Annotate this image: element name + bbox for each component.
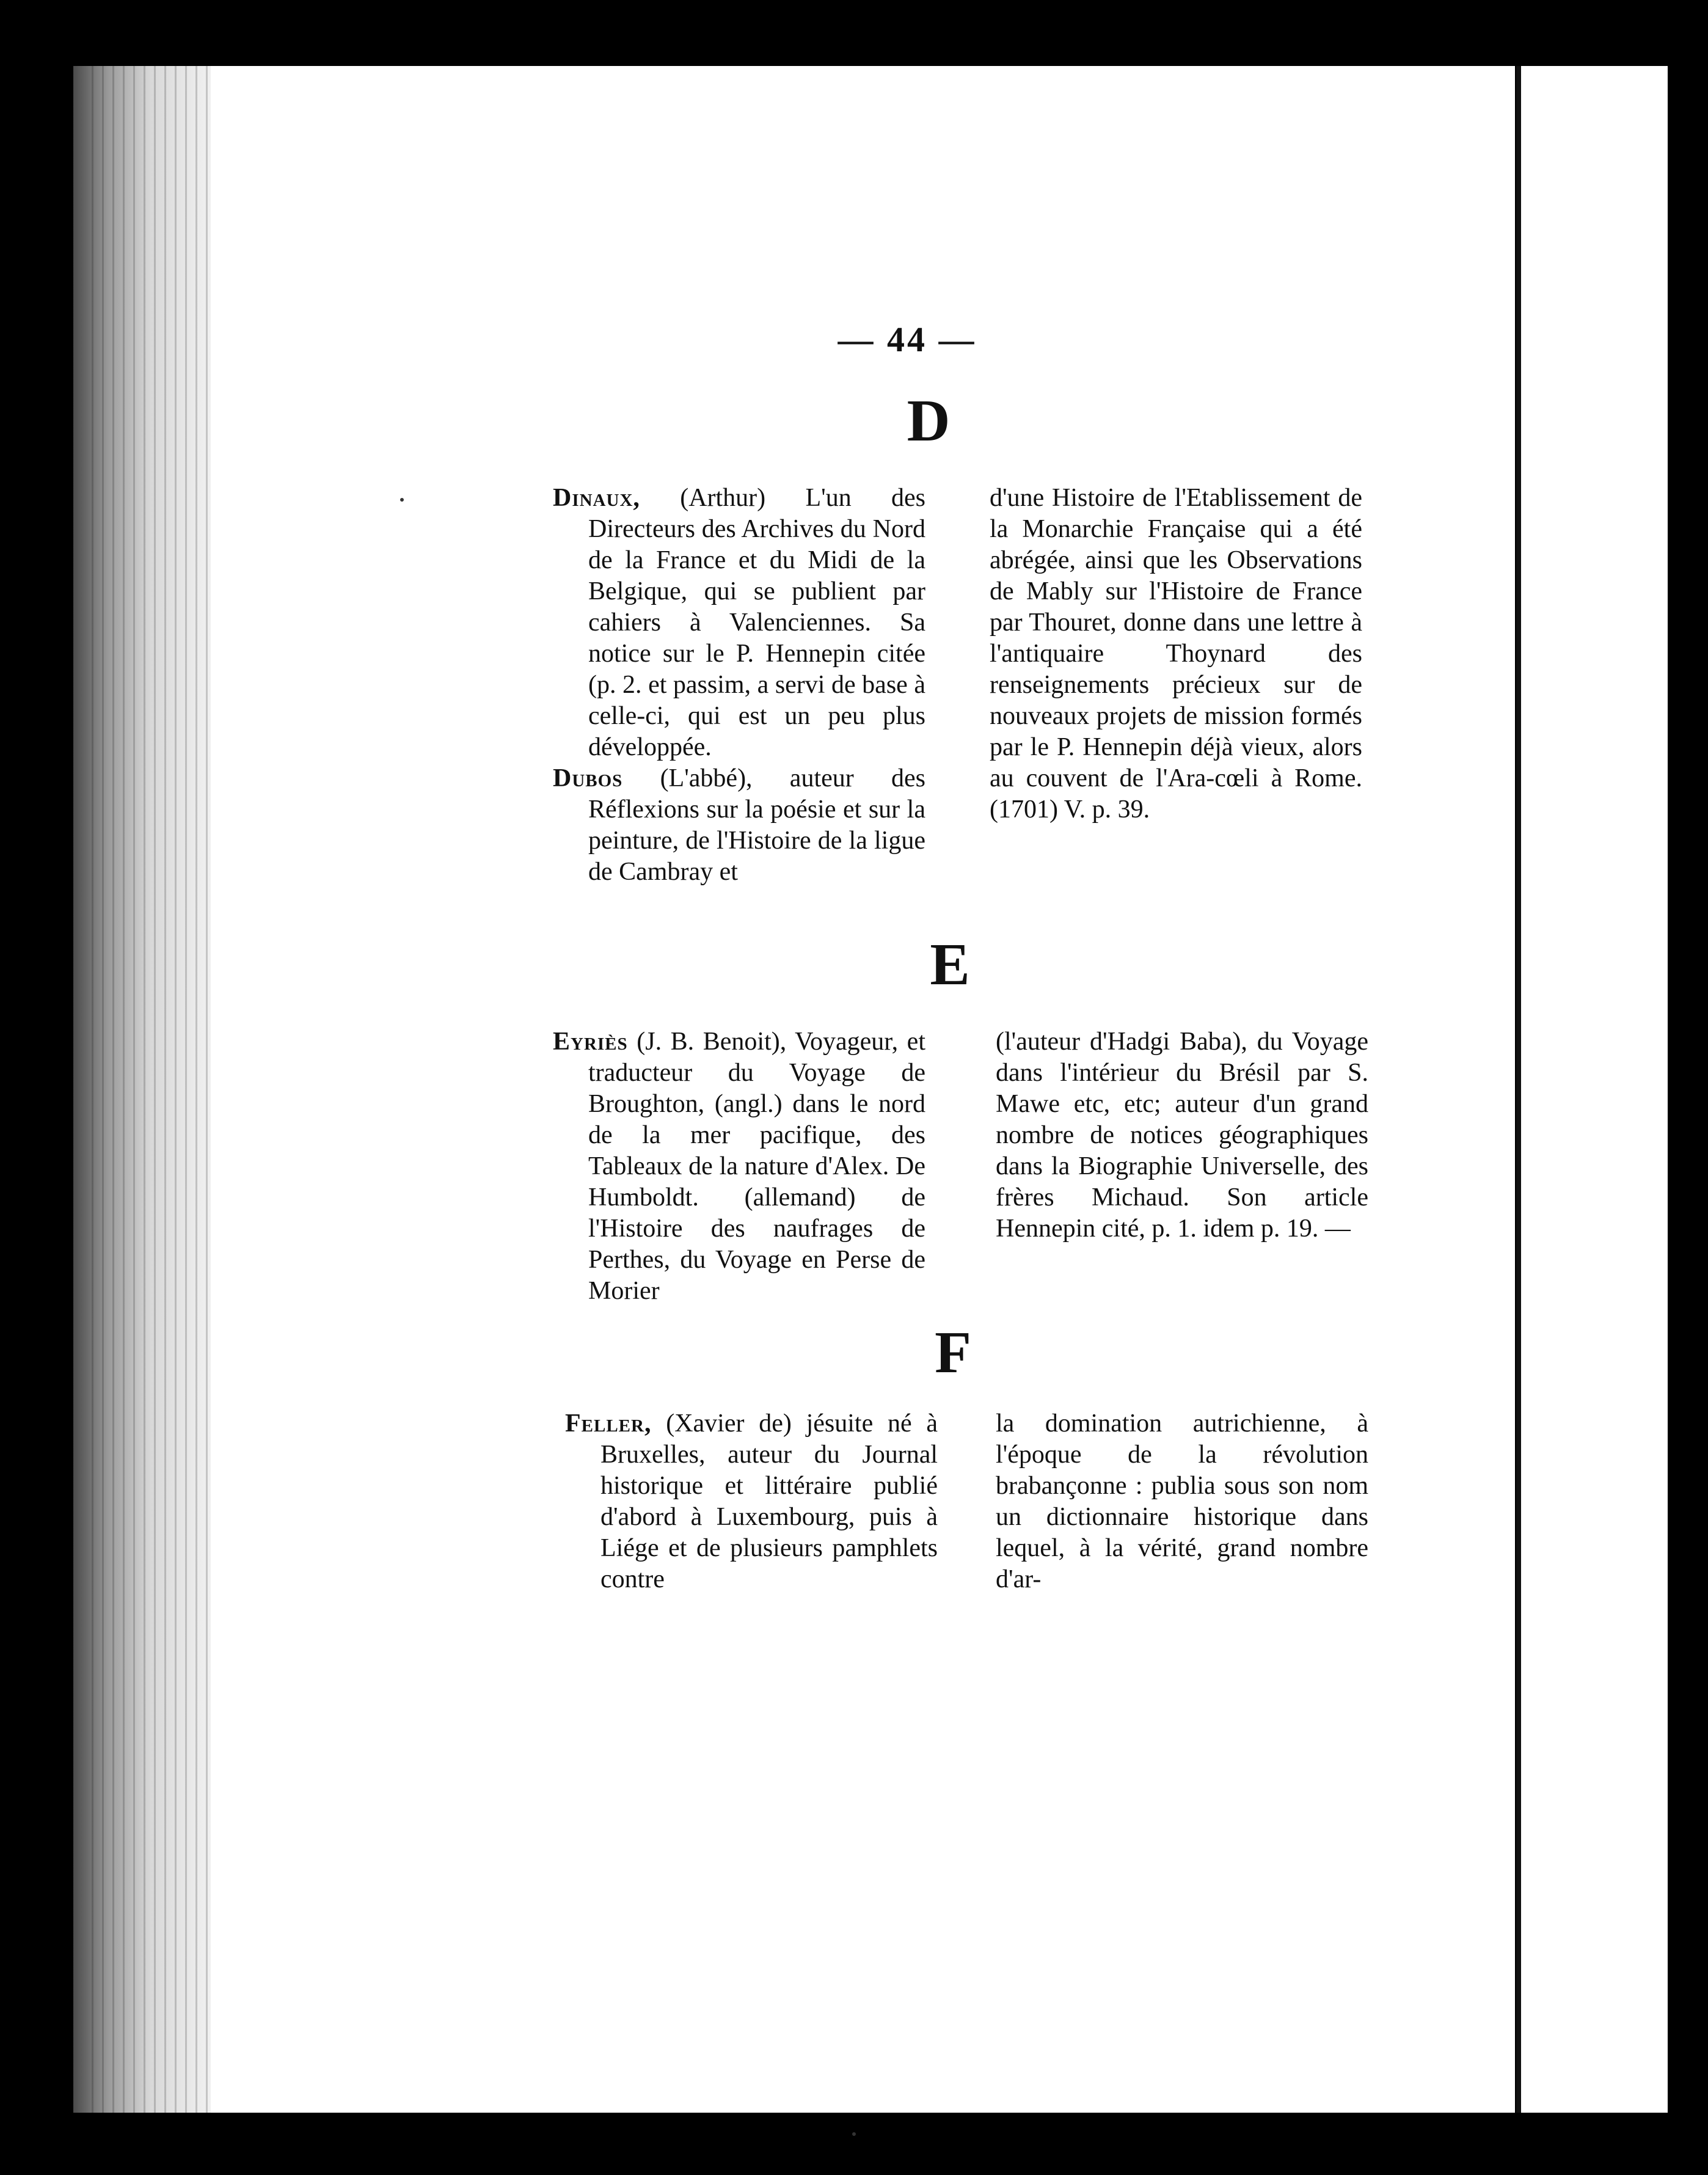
entry-continuation: la domination autrichienne, à l'époque de la révolution brabançonne : publia sous son nom un dictionnaire historique dans lequel, à la vérité, grand nombre d'ar- xyxy=(996,1409,1368,1593)
entry-text: (Arthur) L'un des Directeurs des Archives du Nord de la France et du Midi de la Belgique, qui se publient par cahiers à Valenciennes. Sa notice sur le P. Hennepin citée (p. 2. et passim, a servi de base à celle-ci, qui est un peu plus développée. xyxy=(588,484,925,761)
entry-name: Feller, xyxy=(565,1409,652,1438)
section-letter-d: D xyxy=(907,388,951,454)
entry-text: (J. B. Benoit), Voyageur, et traducteur du Voyage de Broughton, (angl.) dans le nord de la mer pacifique, des Tableaux de la nature d'Alex. De Humboldt. (allemand) de l'Histoire des naufrages de Perthes, du Voyage en Perse de Morier xyxy=(588,1028,925,1305)
section-letter-e: E xyxy=(930,932,970,998)
entry-text: (L'abbé), auteur des Réflexions sur la poésie et sur la peinture, de l'Histoire de la ligue de Cambray et xyxy=(588,764,925,886)
entry xyxy=(565,1408,938,1595)
section-e-left-column xyxy=(553,1026,925,1307)
speck xyxy=(400,498,404,502)
entry-name: Eyriès xyxy=(553,1028,628,1056)
section-e-right-column xyxy=(996,1026,1368,1245)
entry xyxy=(553,1026,925,1307)
section-d-right-column xyxy=(990,483,1362,825)
section-letter-f: F xyxy=(935,1320,971,1386)
section-f-right-column xyxy=(996,1408,1368,1595)
page-edge-stripes xyxy=(92,66,214,2113)
entry-continuation: d'une Histoire de l'Etablissement de la Monarchie Française qui a été abrégée, ainsi que les Observations de Mably sur l'Histoire de France par Thouret, donne dans une lettre à l'antiquaire Thoynard des renseignements précieux sur de nouveaux projets de mission formés par le P. Hennepin déjà vieux, alors au couvent de l'Ara-cœli à Rome. (1701) V. p. 39. xyxy=(990,484,1362,824)
next-page-strip xyxy=(1520,66,1668,2113)
section-f-left-column xyxy=(565,1408,938,1595)
entry-text: (Xavier de) jésuite né à Bruxelles, auteur du Journal historique et littéraire publié d'abord à Luxembourg, puis à Liége et de plusieurs pamphlets contre xyxy=(600,1409,938,1593)
entry-name: Dinaux, xyxy=(553,484,640,512)
entry-continuation: (l'auteur d'Hadgi Baba), du Voyage dans l'intérieur du Brésil par S. Mawe etc, etc; auteur d'un grand nombre de notices géographiques dans la Biographie Universelle, des frères Michaud. Son article Hennepin cité, p. 1. idem p. 19. — xyxy=(996,1028,1368,1243)
speck xyxy=(852,2132,856,2136)
entry xyxy=(553,483,925,763)
page-number: — 44 — xyxy=(838,320,977,359)
entry-name: Dubos xyxy=(553,764,623,792)
section-d-left-column xyxy=(553,483,925,888)
entry xyxy=(553,763,925,888)
page-right-edge xyxy=(1516,66,1521,2113)
